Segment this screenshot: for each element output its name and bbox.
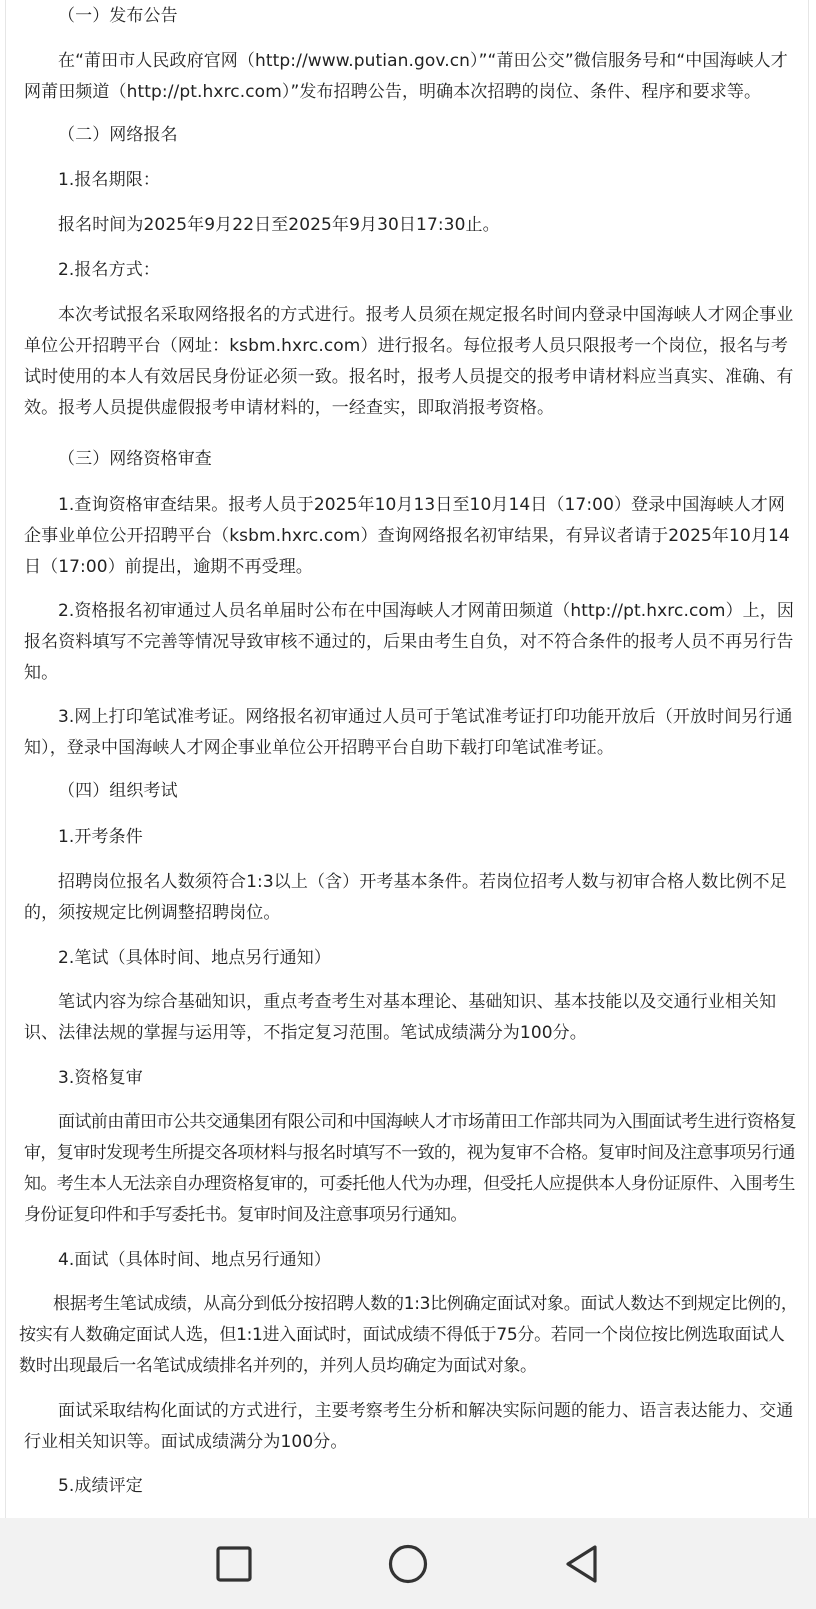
section-heading-registration: （二）网络报名 xyxy=(58,125,178,145)
subheading-interview: 4.面试（具体时间、地点另行通知） xyxy=(58,1250,331,1270)
paragraph-registration-time: 报名时间为2025年9月22日至2025年9月30日17:30止。 xyxy=(58,215,500,235)
home-button[interactable] xyxy=(382,1538,434,1590)
paragraph-review-list: 2.资格报名初审通过人员名单届时公布在中国海峡人才网莆田频道（http://pt.hxrc.com）上，因报名资料填写不完善等情况导致审核不通过的，后果由考生自负，对不符合条件的报考人员不再另行告知。 xyxy=(24,601,794,683)
subheading-written-exam: 2.笔试（具体时间、地点另行通知） xyxy=(58,948,331,968)
circle-icon xyxy=(386,1542,430,1586)
paragraph-admission-ticket: 3.网上打印笔试准考证。网络报名初审通过人员可于笔试准考证打印功能开放后（开放时间另行通知），登录中国海峡人才网企事业单位公开招聘平台自助下载打印笔试准考证。 xyxy=(24,707,793,758)
section-heading-qualification-review: （三）网络资格审查 xyxy=(58,449,212,469)
section-heading-publish: （一）发布公告 xyxy=(58,6,178,26)
paragraph-qualification-recheck: 面试前由莆田市公共交通集团有限公司和中国海峡人才市场莆田工作部共同为入围面试考生进行资格复审，复审时发现考生所提交各项材料与报名时填写不一致的，视为复审不合格。复审时间及注意事项另行通知。考生本人无法亲自办理资格复审的，可委托他人代为办理，但受托人应提供本人身份证原件、入围考生身份证复印件和手写委托书。复审时间及注意事项另行通知。 xyxy=(24,1112,796,1225)
square-icon xyxy=(214,1544,254,1584)
paragraph-interview-method: 面试采取结构化面试的方式进行，主要考察考生分析和解决实际问题的能力、语言表达能力、交通行业相关知识等。面试成绩满分为100分。 xyxy=(24,1401,794,1452)
system-navigation-bar xyxy=(0,1518,816,1609)
article-page xyxy=(5,0,809,1518)
subheading-score-evaluation: 5.成绩评定 xyxy=(58,1476,143,1496)
subheading-exam-conditions: 1.开考条件 xyxy=(58,827,143,847)
paragraph-review-result: 1.查询资格审查结果。报考人员于2025年10月13日至10月14日（17:00）登录中国海峡人才网企事业单位公开招聘平台（ksbm.hxrc.com）查询网络报名初审结果，有异议者请于2025年10月14日（17:00）前提出，逾期不再受理。 xyxy=(24,495,790,577)
paragraph-written-exam: 笔试内容为综合基础知识，重点考查考生对基本理论、基础知识、基本技能以及交通行业相关知识、法律法规的掌握与运用等，不指定复习范围。笔试成绩满分为100分。 xyxy=(24,992,777,1043)
subheading-registration-method: 2.报名方式： xyxy=(58,260,160,280)
triangle-back-icon xyxy=(562,1542,602,1586)
subheading-qualification-recheck: 3.资格复审 xyxy=(58,1068,143,1088)
paragraph-registration-method: 本次考试报名采取网络报名的方式进行。报考人员须在规定报名时间内登录中国海峡人才网企事业单位公开招聘平台（网址：ksbm.hxrc.com）进行报名。每位报考人员只限报考一个岗位，报名与考试时使用的本人有效居民身份证必须一致。报名时，报考人员提交的报考申请材料应当真实、准确、有效。报考人员提供虚假报考申请材料的，一经查实，即取消报考资格。 xyxy=(24,305,794,418)
recents-button[interactable] xyxy=(208,1538,260,1590)
paragraph-exam-conditions: 招聘岗位报名人数须符合1:3以上（含）开考基本条件。若岗位招考人数与初审合格人数比例不足的，须按规定比例调整招聘岗位。 xyxy=(24,872,787,923)
subheading-registration-period: 1.报名期限： xyxy=(58,170,160,190)
paragraph-interview-selection: 根据考生笔试成绩，从高分到低分按招聘人数的1:3比例确定面试对象。面试人数达不到规定比例的，按实有人数确定面试人选，但1:1进入面试时，面试成绩不得低于75分。若同一个岗位按比例选取面试人数时出现最后一名笔试成绩排名并列的，并列人员均确定为面试对象。 xyxy=(19,1294,798,1376)
section-heading-exam: （四）组织考试 xyxy=(58,781,178,801)
paragraph-publish-body: 在“莆田市人民政府官网（http://www.putian.gov.cn）”“莆田公交”微信服务号和“中国海峡人才网莆田频道（http://pt.hxrc.com）”发布招聘公告，明确本次招聘的岗位、条件、程序和要求等。 xyxy=(24,51,788,102)
back-button[interactable] xyxy=(556,1538,608,1590)
